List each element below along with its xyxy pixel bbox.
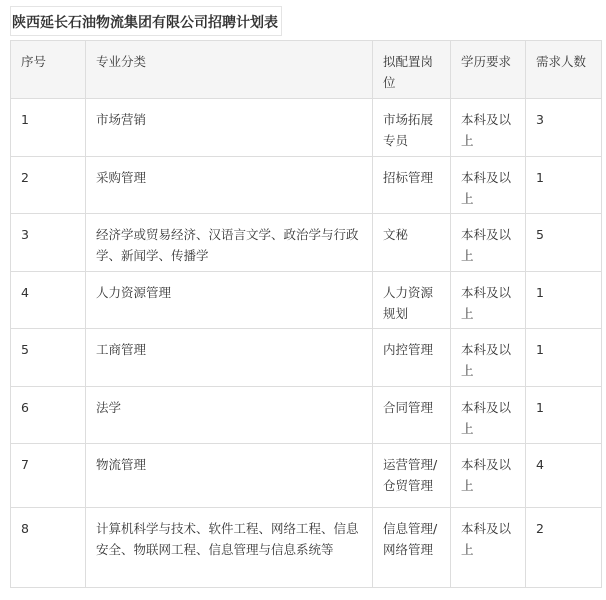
cell-education: 本科及以上 <box>451 214 526 272</box>
cell-position: 信息管理/网络管理 <box>373 508 451 588</box>
cell-count: 2 <box>526 508 602 588</box>
cell-no: 2 <box>11 156 86 214</box>
cell-education: 本科及以上 <box>451 508 526 588</box>
table-row <box>11 329 602 387</box>
cell-no: 8 <box>11 508 86 588</box>
cell-count: 1 <box>526 386 602 444</box>
cell-count: 3 <box>526 99 602 157</box>
cell-education: 本科及以上 <box>451 386 526 444</box>
table-header-row <box>11 41 602 99</box>
cell-education: 本科及以上 <box>451 99 526 157</box>
cell-position: 内控管理 <box>373 329 451 387</box>
cell-no: 3 <box>11 214 86 272</box>
cell-no: 5 <box>11 329 86 387</box>
table-row <box>11 271 602 329</box>
cell-major: 物流管理 <box>86 444 373 508</box>
header-count: 需求人数 <box>526 41 602 99</box>
cell-no: 6 <box>11 386 86 444</box>
cell-education: 本科及以上 <box>451 444 526 508</box>
table-row <box>11 444 602 508</box>
cell-education: 本科及以上 <box>451 271 526 329</box>
table-row <box>11 386 602 444</box>
cell-major: 法学 <box>86 386 373 444</box>
cell-count: 1 <box>526 156 602 214</box>
cell-position: 运营管理/仓贸管理 <box>373 444 451 508</box>
header-education: 学历要求 <box>451 41 526 99</box>
page-title: 陕西延长石油物流集团有限公司招聘计划表 <box>12 15 278 31</box>
cell-no: 7 <box>11 444 86 508</box>
cell-major: 计算机科学与技术、软件工程、网络工程、信息安全、物联网工程、信息管理与信息系统等 <box>86 508 373 588</box>
cell-major: 经济学或贸易经济、汉语言文学、政治学与行政学、新闻学、传播学 <box>86 214 373 272</box>
cell-no: 1 <box>11 99 86 157</box>
cell-position: 合同管理 <box>373 386 451 444</box>
recruitment-plan-table <box>10 40 602 588</box>
cell-count: 5 <box>526 214 602 272</box>
table-row <box>11 99 602 157</box>
table-row <box>11 214 602 272</box>
cell-education: 本科及以上 <box>451 329 526 387</box>
cell-count: 4 <box>526 444 602 508</box>
header-no: 序号 <box>11 41 86 99</box>
cell-count: 1 <box>526 271 602 329</box>
header-position: 拟配置岗位 <box>373 41 451 99</box>
table-row <box>11 508 602 588</box>
cell-major: 人力资源管理 <box>86 271 373 329</box>
cell-major: 采购管理 <box>86 156 373 214</box>
cell-position: 招标管理 <box>373 156 451 214</box>
cell-major: 市场营销 <box>86 99 373 157</box>
cell-major: 工商管理 <box>86 329 373 387</box>
cell-education: 本科及以上 <box>451 156 526 214</box>
cell-count: 1 <box>526 329 602 387</box>
table-row <box>11 156 602 214</box>
cell-no: 4 <box>11 271 86 329</box>
cell-position: 文秘 <box>373 214 451 272</box>
header-major: 专业分类 <box>86 41 373 99</box>
cell-position: 市场拓展专员 <box>373 99 451 157</box>
cell-position: 人力资源规划 <box>373 271 451 329</box>
